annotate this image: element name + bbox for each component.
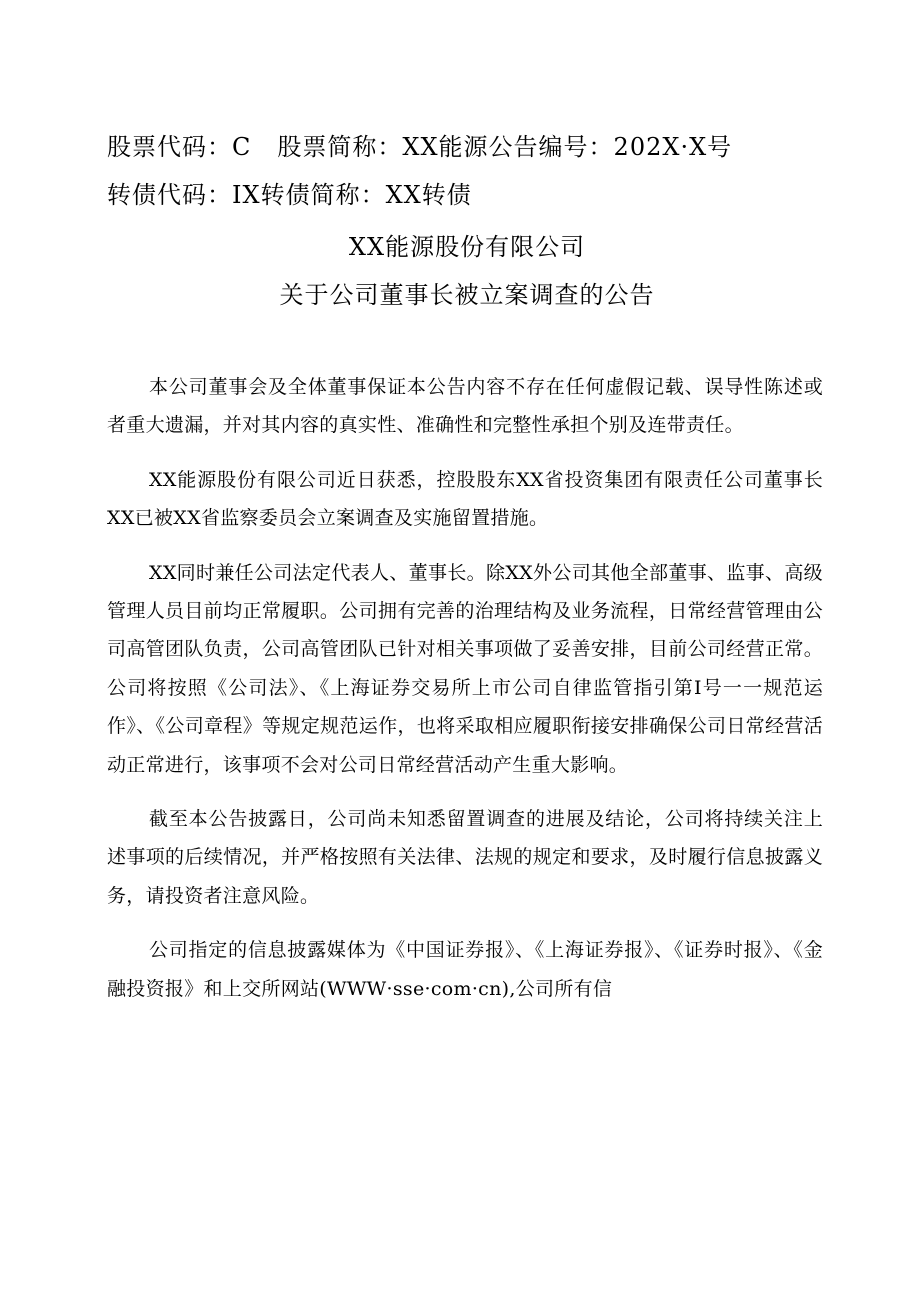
- paragraph-operations: XX同时兼任公司法定代表人、董事长。除XX外公司其他全部董事、监事、高级管理人员目前均正常履职。公司拥有完善的治理结构及业务流程，日常经营管理由公司高管团队负责，公司高管团队已针对相关事项做了妥善安排，目前公司经营正常。公司将按照《公司法》、《上海证券交易所上市公司自律监管指引第I号一一规范运作》、《公司章程》等规定规范运作，也将采取相应履职衔接安排确保公司日常经营活动正常进行，该事项不会对公司日常经营活动产生重大影响。: [107, 561, 823, 776]
- paragraph-disclosure: 截至本公告披露日，公司尚未知悉留置调查的进展及结论，公司将持续关注上述事项的后续情况，并严格按照有关法律、法规的规定和要求，及时履行信息披露义务，请投资者注意风险。: [107, 808, 823, 907]
- announcement-title: 关于公司董事长被立案调查的公告: [279, 281, 655, 309]
- stock-name-and-announcement-number: 股票简称：XX能源公告编号：202X·X号: [277, 133, 733, 161]
- company-name: XX能源股份有限公司: [348, 233, 586, 261]
- stock-code: 股票代码：C: [107, 133, 252, 161]
- bond-info-line: 转债代码：IX转债简称：XX转债: [107, 181, 472, 209]
- paragraph-notice: XX能源股份有限公司近日获悉，控股股东XX省投资集团有限责任公司董事长XX已被XX省监察委员会立案调查及实施留置措施。: [107, 468, 823, 530]
- stock-info-line: [107, 127, 732, 162]
- paragraph-media: 公司指定的信息披露媒体为《中国证券报》、《上海证券报》、《证券时报》、《金融投资报》和上交所网站(WWW·sse·com·cn),公司所有信: [107, 939, 823, 1000]
- paragraph-disclaimer: 本公司董事会及全体董事保证本公告内容不存在任何虚假记载、误导性陈述或者重大遗漏，并对其内容的真实性、准确性和完整性承担个别及连带责任。: [107, 376, 823, 437]
- announcement-body: [107, 368, 823, 1024]
